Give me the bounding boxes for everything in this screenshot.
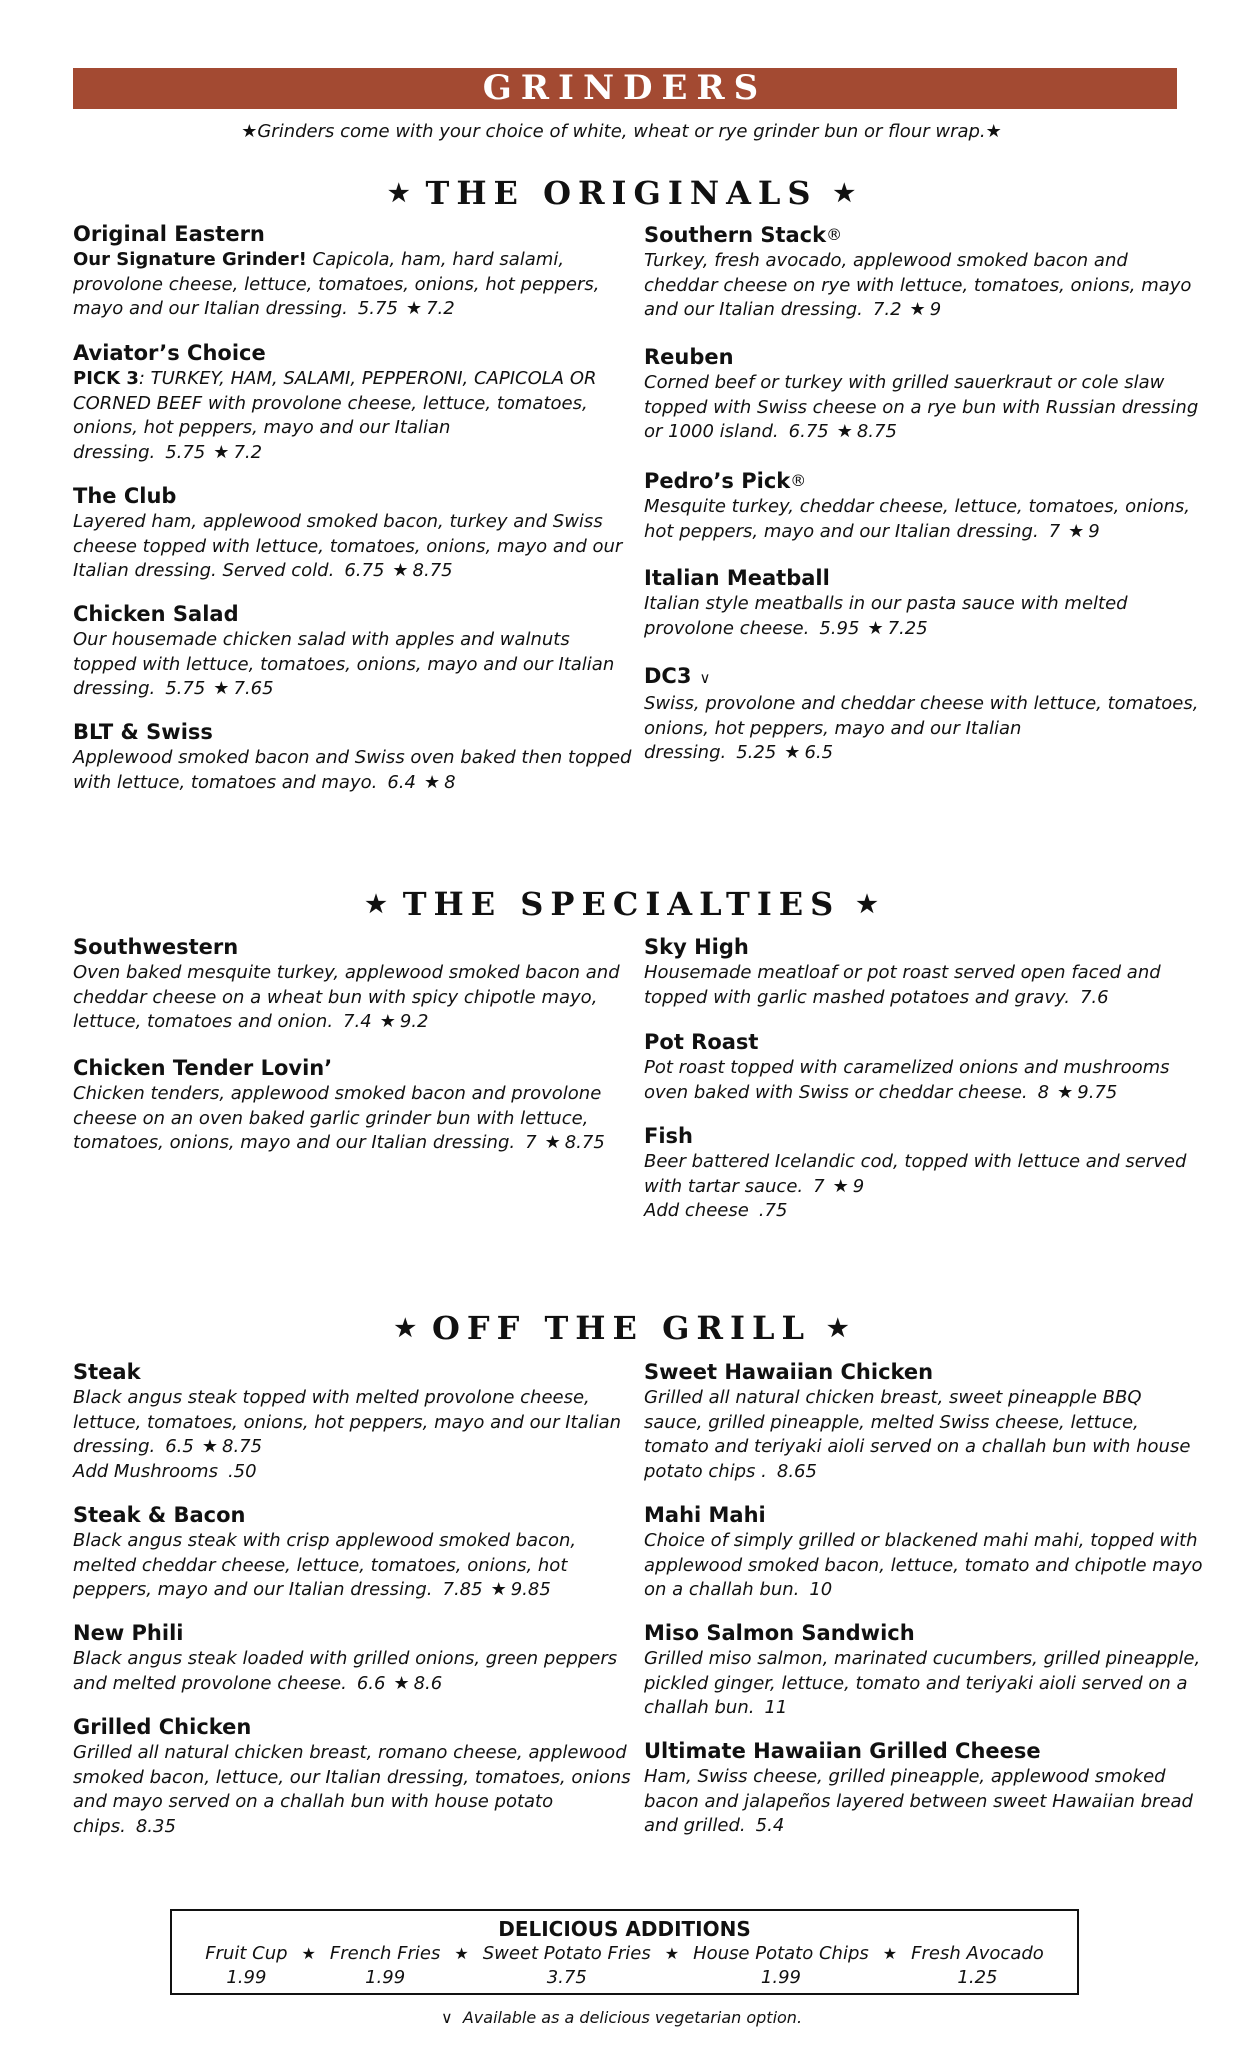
- grinder-bun-note: ★Grinders come with your choice of white, wheat or rye grinder bun or flour wrap.★: [241, 121, 1002, 142]
- item-price-large: 8.75: [564, 1132, 605, 1153]
- item-name: Southern Stack®: [644, 223, 843, 247]
- item-price: 6.75: [788, 421, 829, 442]
- menu-item-steak-bacon: [73, 1503, 633, 1603]
- item-price: 8.65: [776, 1460, 817, 1482]
- menu-item-sky-high: [644, 935, 1204, 1010]
- item-price: 11: [764, 1697, 788, 1718]
- star-icon: ★: [393, 1672, 410, 1694]
- item-name: Pedro’s Pick®: [644, 469, 807, 493]
- item-name: Reuben: [644, 345, 734, 369]
- item-description: Pot roast topped with caramelized onions and mushrooms oven baked with Swiss or cheddar cheese. 8 ★ 9.75: [644, 1057, 1170, 1103]
- item-name: Southwestern: [73, 935, 239, 959]
- extra-option-label: Add Mushrooms: [73, 1460, 218, 1482]
- item-name: The Club: [73, 484, 177, 508]
- item-description: Ham, Swiss cheese, grilled pineapple, applewood smoked bacon and jalapeños layered between sweet Hawaiian bread and grilled. 5.4: [644, 1766, 1193, 1836]
- item-name: Mahi Mahi: [644, 1503, 766, 1527]
- item-description: Choice of simply grilled or blackened mahi mahi, topped with applewood smoked bacon, lettuce, tomato and chipotle mayo on a challah bun. 10: [644, 1530, 1203, 1600]
- item-description: Grilled miso salmon, marinated cucumbers, grilled pineapple, pickled ginger, lettuce, tomato and teriyaki aioli served on a challah bun. 11: [644, 1648, 1201, 1718]
- item-name: Pot Roast: [644, 1030, 759, 1054]
- star-icon: ★: [405, 298, 423, 319]
- star-icon: ★: [301, 1944, 316, 1963]
- star-icon: ★: [392, 560, 409, 581]
- menu-item-miso-salmon: [644, 1621, 1204, 1721]
- item-name: Sweet Hawaiian Chicken: [644, 1360, 934, 1384]
- item-price: 5.4: [755, 1815, 785, 1836]
- item-price: 7: [813, 1175, 825, 1197]
- item-price-large: 8: [444, 771, 456, 793]
- star-icon: ★: [454, 1944, 469, 1963]
- addition-item: Fruit Cup 1.99: [205, 1943, 288, 1988]
- item-lead: Our Signature Grinder!: [73, 249, 307, 270]
- extra-option-price: .50: [227, 1460, 257, 1482]
- item-description: Mesquite turkey, cheddar cheese, lettuce, tomatoes, onions, hot peppers, mayo and our Italian dressing. 7 ★ 9: [644, 496, 1191, 542]
- item-description: PICK 3: TURKEY, HAM, SALAMI, PEPPERONI, CAPICOLA OR CORNED BEEF with provolone cheese, lettuce, tomatoes, onions, hot peppers, mayo and our Italian dressing. 5.75 ★ 7.2: [73, 368, 597, 463]
- menu-item-sweet-hawaiian-chicken: [644, 1360, 1204, 1484]
- menu-item-fish: [644, 1124, 1204, 1224]
- section-originals-title: THE ORIGINALS: [425, 174, 818, 212]
- star-icon: ★: [213, 678, 230, 699]
- menu-item-new-phili: [73, 1621, 633, 1696]
- star-icon: ★: [365, 889, 387, 918]
- item-price: 8: [1037, 1081, 1050, 1103]
- star-icon: ★: [856, 889, 878, 918]
- item-description: Swiss, provolone and cheddar cheese with lettuce, tomatoes, onions, hot peppers, mayo and our Italian dressing. 5.25 ★ 6.5: [644, 693, 1199, 763]
- star-icon: ★: [664, 1944, 680, 1963]
- grinders-banner: GRINDERS: [73, 68, 1177, 109]
- item-price: 7.6: [1079, 986, 1109, 1008]
- vegetarian-footnote: ∨ Available as a delicious vegetarian option.: [440, 2008, 803, 2027]
- star-icon: ★: [394, 1313, 417, 1342]
- section-grill-heading: [0, 1308, 1243, 1348]
- item-description: Chicken tenders, applewood smoked bacon and provolone cheese on an oven baked garlic grinder bun with lettuce, tomatoes, onions, mayo and our Italian dressing. 7 ★ 8.75: [73, 1083, 605, 1153]
- addition-item: Sweet Potato Fries 3.75: [482, 1943, 651, 1988]
- item-description: Our housemade chicken salad with apples and walnuts topped with lettuce, tomatoes, onions, mayo and our Italian dressing. 5.75 ★ 7.65: [73, 629, 615, 699]
- star-icon: ★: [826, 1313, 849, 1342]
- menu-item-southern-stack: [644, 222, 1204, 323]
- item-price-large: 8.6: [413, 1672, 443, 1694]
- menu-item-chicken-salad: [73, 602, 633, 702]
- item-name: Ultimate Hawaiian Grilled Cheese: [644, 1739, 1041, 1763]
- item-price-large: 9.2: [399, 1011, 429, 1032]
- item-price: 10: [809, 1579, 833, 1600]
- item-price: 5.95: [819, 617, 860, 639]
- star-icon: ★: [490, 1579, 507, 1600]
- item-lead: PICK 3: [73, 368, 139, 389]
- item-description: Grilled all natural chicken breast, sweet pineapple BBQ sauce, grilled pineapple, melted Swiss cheese, lettuce, tomato and teriyaki aioli served on a challah bun with house potato chips . 8.65: [644, 1387, 1191, 1482]
- star-icon: ★: [1057, 1081, 1074, 1103]
- item-price: 5.75: [165, 678, 206, 699]
- item-description: Grilled all natural chicken breast, romano cheese, applewood smoked bacon, lettuce, our Italian dressing, tomatoes, onions and mayo served on a challah bun with house potato chips. 8.35: [73, 1742, 631, 1837]
- addition-item: French Fries 1.99: [329, 1943, 441, 1988]
- item-name: Chicken Tender Lovin’: [73, 1056, 333, 1080]
- menu-item-pot-roast: [644, 1030, 1204, 1105]
- item-name: BLT & Swiss: [73, 720, 213, 744]
- item-price: 6.75: [344, 560, 385, 581]
- item-price-large: 9: [1088, 520, 1100, 542]
- item-name: Original Eastern: [73, 222, 265, 246]
- item-name: New Phili: [73, 1621, 184, 1645]
- item-description: Housemade meatloaf or pot roast served open faced and topped with garlic mashed potatoes and gravy. 7.6: [644, 962, 1161, 1008]
- item-price: 7.2: [872, 299, 902, 320]
- item-description: Beer battered Icelandic cod, topped with lettuce and served with tartar sauce. 7 ★ 9 Add cheese .75: [644, 1151, 1187, 1221]
- item-name: DC3 ∨: [644, 664, 711, 688]
- section-specialties-heading: [0, 884, 1243, 924]
- addition-item: Fresh Avocado 1.25: [911, 1943, 1044, 1988]
- menu-item-grilled-chicken: [73, 1715, 633, 1839]
- item-price-large: 6.5: [804, 742, 834, 763]
- item-name: Aviator’s Choice: [73, 341, 266, 365]
- menu-item-aviators-choice: [73, 341, 633, 465]
- menu-item-reuben: [644, 345, 1204, 445]
- item-name: Steak & Bacon: [73, 1503, 246, 1527]
- item-name: Sky High: [644, 935, 749, 959]
- item-description: Layered ham, applewood smoked bacon, turkey and Swiss cheese topped with lettuce, tomatoes, onions, mayo and our Italian dressing. Served cold. 6.75 ★ 8.75: [73, 511, 623, 581]
- item-price: 5.25: [736, 742, 777, 763]
- star-icon: ★: [784, 742, 801, 763]
- star-icon: ★: [833, 178, 856, 207]
- star-icon: ★: [387, 178, 410, 207]
- item-description: Turkey, fresh avocado, applewood smoked bacon and cheddar cheese on rye with lettuce, tomatoes, onions, mayo and our Italian dressing. 7.2 ★ 9: [644, 250, 1192, 320]
- item-price: 8.35: [135, 1815, 176, 1837]
- star-icon: ★: [836, 421, 853, 442]
- item-price: 6.4: [387, 771, 416, 793]
- extra-option-price: .75: [758, 1200, 788, 1221]
- item-name: Grilled Chicken: [73, 1715, 252, 1739]
- registered-mark: ®: [826, 225, 843, 244]
- delicious-additions-box: [170, 1909, 1079, 1995]
- item-price: 5.75: [165, 441, 206, 463]
- star-icon: ★: [1068, 520, 1085, 542]
- item-description: Italian style meatballs in our pasta sauce with melted provolone cheese. 5.95 ★ 7.25: [644, 593, 1128, 639]
- registered-mark: ®: [790, 471, 807, 490]
- item-price: 7.4: [343, 1011, 372, 1032]
- item-description: Black angus steak topped with melted provolone cheese, lettuce, tomatoes, onions, hot peppers, mayo and our Italian dressing. 6.5 ★ 8.75 Add Mushrooms .50: [73, 1387, 622, 1482]
- item-price-large: 8.75: [412, 560, 453, 581]
- item-price-large: 9: [852, 1175, 865, 1197]
- item-price-large: 7.25: [887, 617, 928, 639]
- item-name: Chicken Salad: [73, 602, 239, 626]
- item-description: Black angus steak loaded with grilled onions, green peppers and melted provolone cheese. 6.6 ★ 8.6: [73, 1648, 618, 1694]
- vegetarian-icon: ∨: [440, 2008, 453, 2027]
- menu-item-the-club: [73, 484, 633, 584]
- item-price-large: 8.75: [856, 421, 897, 442]
- star-icon: ★: [201, 1436, 218, 1457]
- item-price: 6.6: [356, 1672, 386, 1694]
- menu-item-steak: [73, 1360, 633, 1484]
- item-description: Black angus steak with crisp applewood smoked bacon, melted cheddar cheese, lettuce, tomatoes, onions, hot peppers, mayo and our Italian dressing. 7.85 ★ 9.85: [73, 1530, 577, 1600]
- menu-item-dc3: [644, 664, 1204, 766]
- star-icon: ★: [882, 1944, 898, 1963]
- item-description: Oven baked mesquite turkey, applewood smoked bacon and cheddar cheese on a wheat bun with spicy chipotle mayo, lettuce, tomatoes and onion. 7.4 ★ 9.2: [73, 962, 620, 1032]
- menu-item-pedros-pick: [644, 468, 1204, 544]
- item-price-large: 7.2: [233, 441, 263, 463]
- item-price: 7: [1048, 520, 1061, 542]
- star-icon: ★: [423, 771, 441, 793]
- item-name: Italian Meatball: [644, 566, 830, 590]
- section-grill-title: OFF THE GRILL: [432, 1309, 811, 1347]
- star-icon: ★: [544, 1132, 561, 1153]
- star-icon: ★: [909, 299, 926, 320]
- menu-item-ultimate-hawaiian: [644, 1739, 1204, 1839]
- item-name: Fish: [644, 1124, 693, 1148]
- item-price-large: 8.75: [222, 1436, 263, 1457]
- star-icon: ★: [832, 1175, 849, 1197]
- menu-item-chicken-tender-lovin: [73, 1056, 633, 1156]
- star-icon: ★: [379, 1011, 396, 1032]
- additions-title: DELICIOUS ADDITIONS: [498, 1917, 751, 1941]
- item-price-large: 7.65: [233, 678, 274, 699]
- item-price: 6.5: [165, 1436, 194, 1457]
- item-name: Steak: [73, 1360, 141, 1384]
- item-price-large: 7.2: [426, 298, 455, 319]
- additions-list: [172, 1942, 1077, 1990]
- menu-item-southwestern: [73, 935, 633, 1035]
- item-price: 7: [525, 1132, 537, 1153]
- item-name: Miso Salmon Sandwich: [644, 1621, 915, 1645]
- item-price: 5.75: [357, 298, 398, 319]
- item-description: Our Signature Grinder! Capicola, ham, hard salami, provolone cheese, lettuce, tomatoes, onions, hot peppers, mayo and our Italian dressing. 5.75 ★ 7.2: [73, 249, 600, 319]
- menu-item-original-eastern: [73, 222, 633, 322]
- item-price-large: 9.85: [510, 1579, 551, 1600]
- vegetarian-icon: ∨: [699, 669, 711, 687]
- item-price: 7.85: [442, 1579, 483, 1600]
- item-description: Corned beef or turkey with grilled sauerkraut or cole slaw topped with Swiss cheese on a rye bun with Russian dressing or 1000 island. 6.75 ★ 8.75: [644, 372, 1199, 442]
- section-originals-heading: [0, 173, 1243, 213]
- item-price-large: 9.75: [1077, 1081, 1118, 1103]
- star-icon: ★: [213, 441, 230, 463]
- menu-item-mahi-mahi: [644, 1503, 1204, 1603]
- addition-item: House Potato Chips 1.99: [693, 1943, 869, 1988]
- menu-item-italian-meatball: [644, 566, 1204, 641]
- section-specialties-title: THE SPECIALTIES: [402, 885, 841, 923]
- menu-item-blt-swiss: [73, 720, 633, 795]
- extra-option-label: Add cheese: [644, 1200, 749, 1221]
- item-price-large: 9: [929, 299, 942, 320]
- item-description: Applewood smoked bacon and Swiss oven baked then topped with lettuce, tomatoes and mayo. 6.4 ★ 8: [73, 747, 632, 793]
- star-icon: ★: [867, 617, 884, 639]
